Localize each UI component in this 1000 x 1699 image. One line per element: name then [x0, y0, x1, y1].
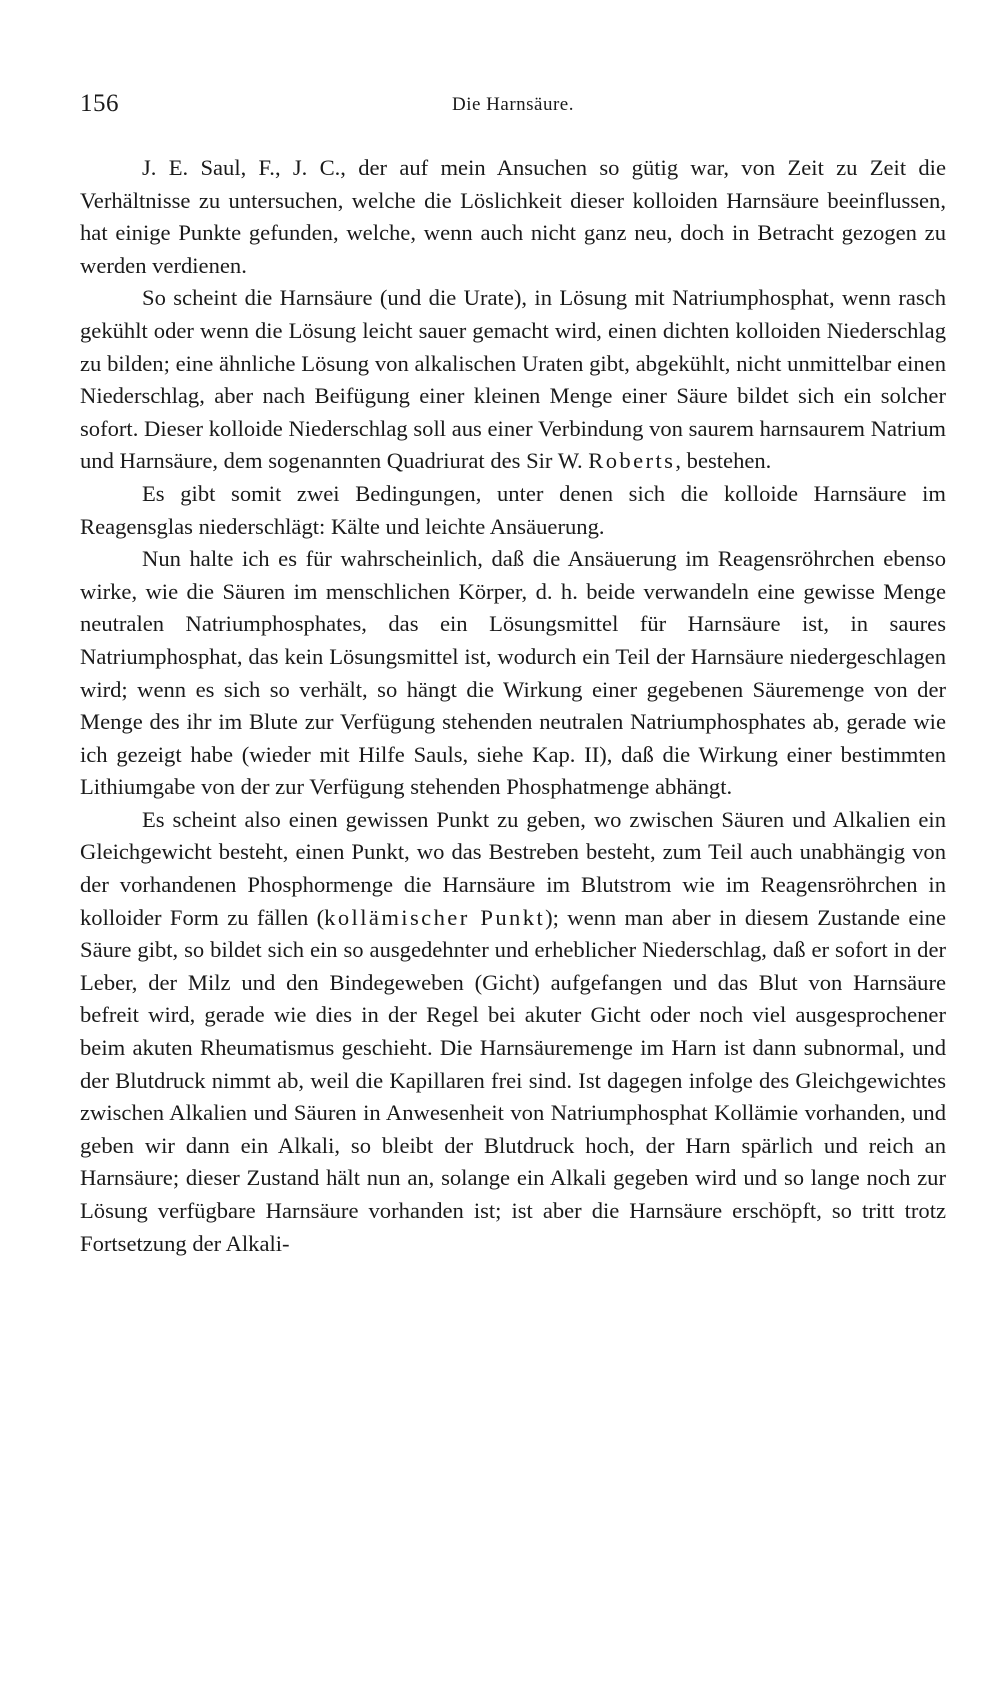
page-header [80, 90, 946, 130]
emphasized-term: kollämischer Punkt [324, 904, 546, 930]
running-title: Die Harnsäure. [451, 94, 574, 115]
text-run: So scheint die Harnsäure (und die Urate), in Lösung mit Natriumphosphat, wenn rasch gekühlt oder wenn die Lösung leicht sauer gemacht wird, einen dichten kolloiden Niederschlag zu bilden; eine ähnliche Lösung von alkalischen Uraten gibt, abgekühlt, nicht unmittelbar einen Niederschlag, aber nach Beifügung einer kleinen Menge einer Säure bildet sich ein solcher sofort. Dieser kolloide Niederschlag soll aus einer Verbindung von saurem harnsaurem Natrium und Harnsäure, dem sogenannten Quadriurat des Sir W. [80, 285, 946, 474]
text-run: Es scheint also einen gewissen Punkt zu geben, wo zwischen Säuren und Alkalien ein Gleichgewicht besteht, einen Punkt, wo das Bestreben besteht, zum Teil auch unabhängig von der vorhandenen Phosphormenge die Harnsäure im Blutstrom wie im Reagensröhrchen in kolloider Form zu fällen ( [80, 806, 946, 930]
text-run: Nun halte ich es für wahrscheinlich, daß die Ansäuerung im Reagensröhrchen ebenso wirke, wie die Säuren im menschlichen Körper, d. h. beide verwandeln eine gewisse Menge neutralen Natriumphosphates, das ein Lösungsmittel für Harnsäure ist, in saures Natriumphosphat, das kein Lösungsmittel ist, wodurch ein Teil der Harnsäure niedergeschlagen wird; wenn es sich so verhält, so hängt die Wirkung einer gegebenen Säuremenge von der Menge des ihr im Blute zur Verfügung stehenden neutralen Natriumphosphates ab, gerade wie ich gezeigt habe (wieder mit Hilfe Sauls, siehe Kap. II), daß die Wirkung einer bestimmten Lithiumgabe von der zur Verfügung stehenden Phosphatmenge abhängt. [80, 546, 946, 800]
body-text [80, 152, 946, 1260]
text-run: Es gibt somit zwei Bedingungen, unter denen sich die kolloide Harnsäure im Reagensglas niederschlägt: Kälte und leichte Ansäuerung. [80, 480, 946, 539]
paragraph [80, 804, 946, 1260]
book-page [80, 90, 946, 1260]
paragraph [80, 282, 946, 478]
paragraph [80, 543, 946, 804]
text-run: J. E. Saul, F., J. C., der auf mein Ansuchen so gütig war, von Zeit zu Zeit die Verhältnisse zu untersuchen, welche die Löslichkeit dieser kolloiden Harnsäure beeinflussen, hat einige Punkte gefunden, welche, wenn auch nicht ganz neu, doch in Betracht gezogen zu werden verdienen. [80, 155, 946, 278]
page-number: 156 [80, 90, 119, 117]
author-name-roberts: Roberts [588, 448, 676, 474]
paragraph [80, 152, 946, 282]
text-run: ); wenn man aber in diesem Zustande eine Säure gibt, so bildet sich ein so ausgedehnter und erheblicher Niederschlag, daß er sofort in der Leber, der Milz und den Bindegeweben (Gicht) aufgefangen und das Blut von Harnsäure befreit wird, gerade wie dies in der Regel bei akuter Gicht oder noch viel ausgesprochener beim akuten Rheumatismus geschieht. Die Harnsäuremenge im Harn ist dann subnormal, und der Blutdruck nimmt ab, weil die Kapillaren frei sind. Ist dagegen infolge des Gleichgewichtes zwischen Alkalien und Säuren in Anwesenheit von Natriumphosphat Kollämie vorhanden, und geben wir dann ein Alkali, so bleibt der Blutdruck hoch, der Harn spärlich und reich an Harnsäure; dieser Zustand hält nun an, solange ein Alkali gegeben wird und so lange noch zur Lösung verfügbare Harnsäure vorhanden ist; ist aber die Harnsäure erschöpft, so tritt trotz Fortsetzung der Alkali- [80, 904, 947, 1256]
text-run: , bestehen. [675, 448, 772, 474]
paragraph [80, 478, 946, 543]
